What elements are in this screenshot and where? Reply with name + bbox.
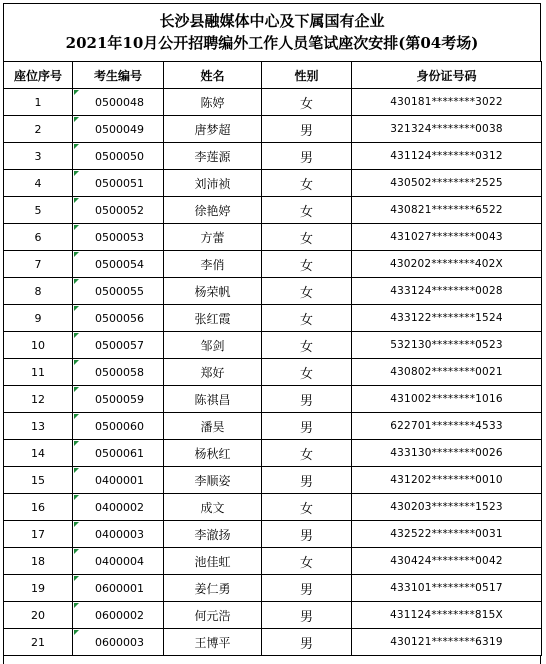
- table-row: [4, 413, 542, 440]
- gender-cell[interactable]: 女: [262, 548, 352, 575]
- table-row: [4, 197, 542, 224]
- exam-no-cell[interactable]: 0500050: [73, 143, 164, 170]
- gender-cell[interactable]: 男: [262, 413, 352, 440]
- title-line-2: 2021年10月公开招聘编外工作人员笔试座次安排(第04考场): [65, 34, 479, 52]
- name-cell[interactable]: 张红霞: [164, 305, 262, 332]
- seating-sheet: [3, 3, 541, 664]
- gender-cell[interactable]: 男: [262, 386, 352, 413]
- table-row: [4, 170, 542, 197]
- table-row: [4, 332, 542, 359]
- name-cell[interactable]: 唐梦超: [164, 116, 262, 143]
- name-cell[interactable]: 陈祺昌: [164, 386, 262, 413]
- seat-cell[interactable]: 17: [4, 521, 73, 548]
- name-cell[interactable]: 李顺姿: [164, 467, 262, 494]
- table-row: [4, 467, 542, 494]
- table-row: [4, 143, 542, 170]
- header-name: 姓名: [164, 62, 262, 89]
- seat-cell[interactable]: 15: [4, 467, 73, 494]
- gender-cell[interactable]: 女: [262, 197, 352, 224]
- header-exam-no: 考生编号: [73, 62, 164, 89]
- gender-cell[interactable]: 女: [262, 440, 352, 467]
- id-number-cell[interactable]: 433124********0028: [352, 278, 542, 305]
- header-row: [4, 62, 542, 89]
- id-number-cell[interactable]: 430121********6319: [352, 629, 542, 656]
- name-cell[interactable]: 成文: [164, 494, 262, 521]
- seat-cell[interactable]: 6: [4, 224, 73, 251]
- name-cell[interactable]: 徐艳婷: [164, 197, 262, 224]
- gender-cell[interactable]: 男: [262, 602, 352, 629]
- exam-no-cell[interactable]: 0400002: [73, 494, 164, 521]
- name-cell[interactable]: 杨荣帆: [164, 278, 262, 305]
- table-row: [4, 548, 542, 575]
- exam-no-cell[interactable]: 0600003: [73, 629, 164, 656]
- gender-cell[interactable]: 男: [262, 629, 352, 656]
- table-row: [4, 278, 542, 305]
- name-cell[interactable]: 邹剑: [164, 332, 262, 359]
- seat-cell[interactable]: 16: [4, 494, 73, 521]
- seat-cell[interactable]: 5: [4, 197, 73, 224]
- name-cell[interactable]: 潘昊: [164, 413, 262, 440]
- table-row: [4, 629, 542, 656]
- id-number-cell[interactable]: 430821********6522: [352, 197, 542, 224]
- gender-cell[interactable]: 男: [262, 521, 352, 548]
- exam-no-cell[interactable]: 0500056: [73, 305, 164, 332]
- table-row: [4, 602, 542, 629]
- table-row: [4, 521, 542, 548]
- gender-cell[interactable]: 女: [262, 332, 352, 359]
- table-row: [4, 89, 542, 116]
- seat-cell[interactable]: 11: [4, 359, 73, 386]
- id-number-cell[interactable]: 430181********3022: [352, 89, 542, 116]
- id-number-cell[interactable]: 430203********1523: [352, 494, 542, 521]
- exam-no-cell[interactable]: 0400004: [73, 548, 164, 575]
- seat-cell[interactable]: 9: [4, 305, 73, 332]
- exam-no-cell[interactable]: 0500055: [73, 278, 164, 305]
- exam-no-cell[interactable]: 0500058: [73, 359, 164, 386]
- seat-cell[interactable]: 13: [4, 413, 73, 440]
- name-cell[interactable]: 杨秋红: [164, 440, 262, 467]
- gender-cell[interactable]: 女: [262, 170, 352, 197]
- name-cell[interactable]: 郑好: [164, 359, 262, 386]
- seat-cell[interactable]: 21: [4, 629, 73, 656]
- header-id-number: 身份证号码: [352, 62, 542, 89]
- table-row: [4, 359, 542, 386]
- id-number-cell[interactable]: 433130********0026: [352, 440, 542, 467]
- gender-cell[interactable]: 男: [262, 143, 352, 170]
- seat-cell[interactable]: 8: [4, 278, 73, 305]
- id-number-cell[interactable]: 433101********0517: [352, 575, 542, 602]
- exam-no-cell[interactable]: 0500057: [73, 332, 164, 359]
- seat-cell[interactable]: 7: [4, 251, 73, 278]
- table-row: [4, 494, 542, 521]
- exam-no-cell[interactable]: 0600002: [73, 602, 164, 629]
- table-row: [4, 305, 542, 332]
- table-continuation: [3, 656, 541, 664]
- id-number-cell[interactable]: 431002********1016: [352, 386, 542, 413]
- id-number-cell[interactable]: 431124********0312: [352, 143, 542, 170]
- id-number-cell[interactable]: 430202********402X: [352, 251, 542, 278]
- title-line-1: 长沙县融媒体中心及下属国有企业: [159, 12, 385, 30]
- id-number-cell[interactable]: 432522********0031: [352, 521, 542, 548]
- seat-cell[interactable]: 3: [4, 143, 73, 170]
- exam-no-cell[interactable]: 0500054: [73, 251, 164, 278]
- seat-cell[interactable]: 1: [4, 89, 73, 116]
- exam-no-cell[interactable]: 0400001: [73, 467, 164, 494]
- id-number-cell[interactable]: 321324********0038: [352, 116, 542, 143]
- table-row: [4, 116, 542, 143]
- gender-cell[interactable]: 男: [262, 575, 352, 602]
- name-cell[interactable]: 陈婷: [164, 89, 262, 116]
- gender-cell[interactable]: 女: [262, 278, 352, 305]
- table-row: [4, 251, 542, 278]
- name-cell[interactable]: 池佳虹: [164, 548, 262, 575]
- exam-no-cell[interactable]: 0400003: [73, 521, 164, 548]
- gender-cell[interactable]: 女: [262, 359, 352, 386]
- seat-cell[interactable]: 18: [4, 548, 73, 575]
- sheet-title: [3, 3, 541, 61]
- id-number-cell[interactable]: 430802********0021: [352, 359, 542, 386]
- gender-cell[interactable]: 女: [262, 224, 352, 251]
- id-number-cell[interactable]: 433122********1524: [352, 305, 542, 332]
- name-cell[interactable]: 李俏: [164, 251, 262, 278]
- exam-no-cell[interactable]: 0500049: [73, 116, 164, 143]
- table-row: [4, 386, 542, 413]
- table-row: [4, 575, 542, 602]
- seating-table: [3, 61, 542, 656]
- id-number-cell[interactable]: 431124********815X: [352, 602, 542, 629]
- exam-no-cell[interactable]: 0500060: [73, 413, 164, 440]
- seat-cell[interactable]: 10: [4, 332, 73, 359]
- exam-no-cell[interactable]: 0500053: [73, 224, 164, 251]
- id-number-cell[interactable]: 430424********0042: [352, 548, 542, 575]
- id-number-cell[interactable]: 622701********4533: [352, 413, 542, 440]
- seat-cell[interactable]: 2: [4, 116, 73, 143]
- header-gender: 性别: [262, 62, 352, 89]
- seat-cell[interactable]: 20: [4, 602, 73, 629]
- name-cell[interactable]: 刘沛祯: [164, 170, 262, 197]
- id-number-cell[interactable]: 431027********0043: [352, 224, 542, 251]
- seat-cell[interactable]: 12: [4, 386, 73, 413]
- exam-no-cell[interactable]: 0600001: [73, 575, 164, 602]
- table-row: [4, 440, 542, 467]
- table-body: [4, 89, 542, 656]
- exam-no-cell[interactable]: 0500051: [73, 170, 164, 197]
- exam-no-cell[interactable]: 0500061: [73, 440, 164, 467]
- gender-cell[interactable]: 女: [262, 251, 352, 278]
- name-cell[interactable]: 姜仁勇: [164, 575, 262, 602]
- name-cell[interactable]: 方蕾: [164, 224, 262, 251]
- id-number-cell[interactable]: 430502********2525: [352, 170, 542, 197]
- name-cell[interactable]: 李莲源: [164, 143, 262, 170]
- name-cell[interactable]: 何元浩: [164, 602, 262, 629]
- seat-cell[interactable]: 4: [4, 170, 73, 197]
- gender-cell[interactable]: 男: [262, 116, 352, 143]
- gender-cell[interactable]: 男: [262, 467, 352, 494]
- table-row: [4, 224, 542, 251]
- id-number-cell[interactable]: 431202********0010: [352, 467, 542, 494]
- seat-cell[interactable]: 19: [4, 575, 73, 602]
- exam-no-cell[interactable]: 0500059: [73, 386, 164, 413]
- id-number-cell[interactable]: 532130********0523: [352, 332, 542, 359]
- exam-no-cell[interactable]: 0500048: [73, 89, 164, 116]
- name-cell[interactable]: 李澈扬: [164, 521, 262, 548]
- gender-cell[interactable]: 女: [262, 305, 352, 332]
- exam-no-cell[interactable]: 0500052: [73, 197, 164, 224]
- name-cell[interactable]: 王博平: [164, 629, 262, 656]
- gender-cell[interactable]: 女: [262, 89, 352, 116]
- seat-cell[interactable]: 14: [4, 440, 73, 467]
- gender-cell[interactable]: 女: [262, 494, 352, 521]
- header-seat: 座位序号: [4, 62, 73, 89]
